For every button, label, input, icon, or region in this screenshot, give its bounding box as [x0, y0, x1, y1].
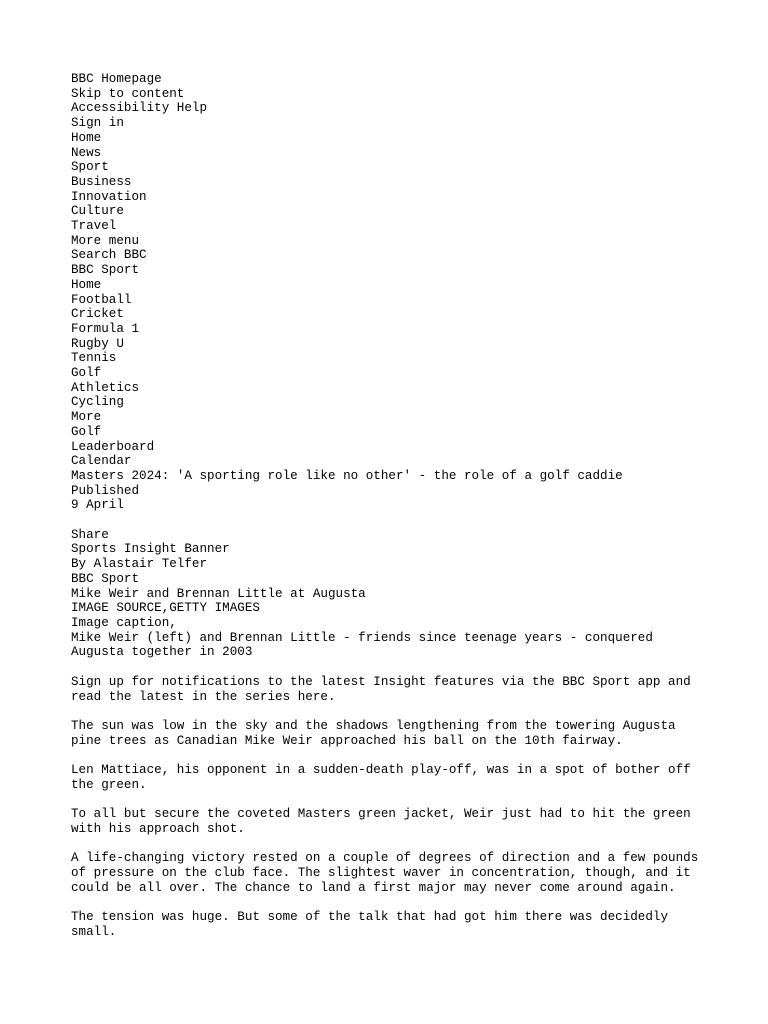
sport-nav-item-home[interactable]: Home: [71, 277, 102, 292]
image-source: IMAGE SOURCE,GETTY IMAGES: [71, 601, 260, 616]
published-label: Published: [71, 483, 140, 498]
main-nav-item-news[interactable]: News: [71, 145, 102, 160]
spacer: [71, 513, 711, 528]
main-nav-item-culture[interactable]: Culture: [71, 204, 124, 219]
byline-author: By Alastair Telfer: [71, 557, 208, 572]
sport-nav-item-cycling[interactable]: Cycling: [71, 395, 124, 410]
sport-nav: [71, 263, 711, 425]
sport-nav-item-tennis[interactable]: Tennis: [71, 351, 117, 366]
spacer: [71, 792, 711, 807]
spacer: [71, 748, 711, 763]
spacer: [71, 836, 711, 851]
main-nav-item-home[interactable]: Home: [71, 130, 102, 145]
image-caption-line-2: Augusta together in 2003: [71, 645, 253, 660]
accessibility-help-link[interactable]: Accessibility Help: [71, 101, 208, 116]
main-nav-item-business[interactable]: Business: [71, 174, 132, 189]
bbc-homepage-link[interactable]: BBC Homepage: [71, 72, 162, 86]
image-caption-label: Image caption,: [71, 616, 177, 630]
article-paragraph: Sign up for notifications to the latest Insight features via the BBC Sport app and read the latest in the series here.: [71, 674, 691, 704]
article-headline: Masters 2024: 'A sporting role like no other' - the role of a golf caddie: [71, 468, 623, 483]
golf-nav-item-calendar[interactable]: Calendar: [71, 454, 132, 469]
bbc-sport-link[interactable]: BBC Sport: [71, 263, 140, 278]
main-nav-item-sport[interactable]: Sport: [71, 160, 109, 175]
article-paragraph: To all but secure the coveted Masters green jacket, Weir just had to hit the green with his approach shot.: [71, 807, 691, 836]
spacer: [71, 660, 711, 675]
golf-nav-item-leaderboard[interactable]: Leaderboard: [71, 439, 155, 454]
share-button[interactable]: Share: [71, 527, 109, 542]
skip-to-content-link[interactable]: Skip to content: [71, 86, 185, 101]
more-menu-button[interactable]: More menu: [71, 233, 140, 248]
main-nav-item-travel[interactable]: Travel: [71, 219, 117, 234]
sport-nav-item-cricket[interactable]: Cricket: [71, 307, 124, 322]
sport-nav-item-formula-1[interactable]: Formula 1: [71, 321, 140, 336]
image-caption-line-1: Mike Weir (left) and Brennan Little - friends since teenage years - conquered: [71, 630, 653, 645]
sport-nav-item-athletics[interactable]: Athletics: [71, 380, 140, 395]
article-paragraph: A life-changing victory rested on a couple of degrees of direction and a few pounds of pressure on the club face. The slightest waver in concentration, though, and it could be all over. The chance to land a first major may never come around again.: [71, 851, 699, 895]
sport-nav-item-more[interactable]: More: [71, 410, 102, 425]
sport-nav-item-golf[interactable]: Golf: [71, 366, 102, 381]
published-date: 9 April: [71, 498, 124, 513]
main-nav: [71, 131, 711, 263]
article-paragraph: The tension was huge. But some of the talk that had got him there was decidedly small.: [71, 909, 669, 939]
article-paragraph: The sun was low in the sky and the shadows lengthening from the towering Augusta pine trees as Canadian Mike Weir approached his ball on the 10th fairway.: [71, 718, 676, 748]
golf-nav-item-golf[interactable]: Golf: [71, 424, 102, 439]
spacer: [71, 895, 711, 910]
page-content: [71, 72, 711, 939]
article-paragraph: Len Mattiace, his opponent in a sudden-death play-off, was in a spot of bother off the green.: [71, 762, 691, 792]
sport-nav-item-football[interactable]: Football: [71, 292, 132, 307]
spacer: [71, 704, 711, 719]
sports-insight-banner: Sports Insight Banner: [71, 542, 230, 557]
article-image: Mike Weir and Brennan Little at Augusta: [71, 586, 366, 601]
sign-in-link[interactable]: Sign in: [71, 116, 124, 131]
golf-nav: [71, 425, 711, 469]
article: [71, 469, 711, 939]
sport-nav-item-rugby-u[interactable]: Rugby U: [71, 336, 124, 351]
byline-organisation: BBC Sport: [71, 571, 140, 586]
search-bbc-button[interactable]: Search BBC: [71, 248, 147, 263]
main-nav-item-innovation[interactable]: Innovation: [71, 189, 147, 204]
